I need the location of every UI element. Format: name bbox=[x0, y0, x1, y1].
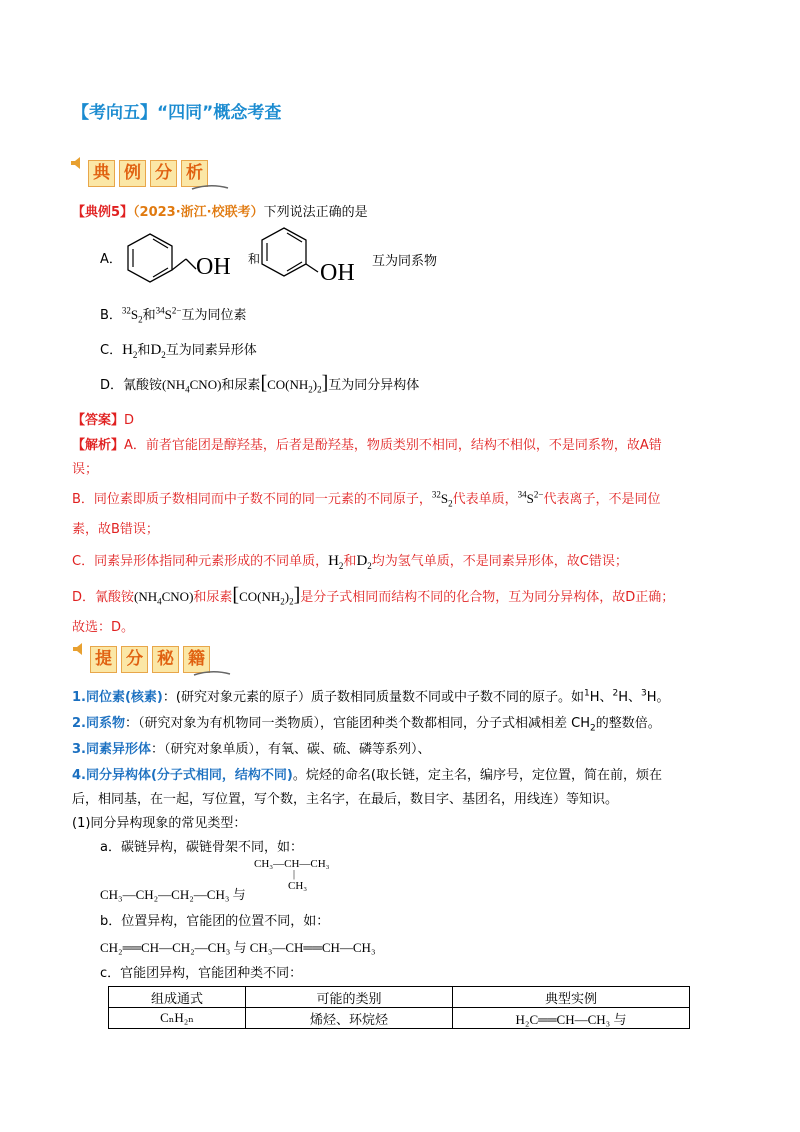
table-header-cell: 组成通式 bbox=[109, 987, 246, 1008]
functional-group-isomer-line: c．官能团异构，官能团种类不同： bbox=[100, 966, 303, 981]
table-cell: H₂C══CH—CH₃ 与 bbox=[453, 1008, 690, 1029]
hydroxyl-label: OH bbox=[320, 260, 355, 286]
badge-swoosh bbox=[192, 669, 232, 677]
analysis-c: C．同素异形体指同种元素形成的不同单质，$H_2$和$D_2$均为氢气单质，不是同素异形体，故C错误； bbox=[72, 553, 628, 571]
branched-structure-bottom: CH₃ bbox=[288, 880, 308, 892]
table-row bbox=[109, 1008, 690, 1029]
badge-char: 典 bbox=[88, 160, 115, 187]
option-d: D．氰酸铵$(NH_4CNO)$和尿素$[CO(NH_2)_2]$互为同分异构体 bbox=[100, 372, 420, 395]
tip-homolog: 2.同系物：（研究对象为有机物同一类物质），官能团种类个数都相同，分子式相减相差 $CH_2$的整数倍。 bbox=[72, 716, 661, 734]
example-question: 下列说法正确的是 bbox=[263, 205, 368, 220]
answer: 【答案】D bbox=[72, 413, 135, 428]
analysis-b-line2: 素，故B错误； bbox=[72, 522, 159, 537]
table-header-row bbox=[109, 987, 690, 1008]
tip-isomer-line2: 后，相同基，在一起，写位置，写个数，主名字，在最后，数目字、基团名，用线连）等知识。 bbox=[72, 792, 619, 807]
badge-char: 析 bbox=[181, 160, 208, 187]
butene-formulas: CH₂══CH—CH₂—CH₃ 与 CH₃—CH══CH—CH₃ bbox=[100, 940, 376, 955]
tip-allotrope: 3.同素异形体：（研究对象单质），有氧、碳、硫、磷等系列）、 bbox=[72, 742, 431, 757]
badge-char: 例 bbox=[119, 160, 146, 187]
branched-structure-top: CH₃—CH—CH₃ bbox=[254, 858, 330, 870]
badge-char: 提 bbox=[90, 646, 117, 673]
analysis-b-line1: B．同位素即质子数相同而中子数不同的同一元素的不同原子，$^{32}S_2$代表单质，$^{34}S^{2-}$代表离子，不是同位 bbox=[72, 489, 661, 509]
badge-swoosh bbox=[190, 183, 230, 191]
tip-isomer: 4.同分异构体(分子式相同，结构不同)。烷烃的命名(取长链，定主名，编序号，定位置，简在前，烦在 bbox=[72, 768, 662, 783]
example-source: （2023·浙江·校联考） bbox=[133, 205, 264, 220]
option-a-and: 和 bbox=[248, 252, 261, 266]
table-cell: 烯烃、环烷烃 bbox=[246, 1008, 453, 1029]
analysis-a-line2: 误； bbox=[72, 462, 99, 477]
badge-char: 籍 bbox=[183, 646, 210, 673]
badge-char: 分 bbox=[121, 646, 148, 673]
table-header-cell: 可能的类别 bbox=[246, 987, 453, 1008]
branched-structure-bar: | bbox=[293, 869, 296, 880]
table-cell: CₙH₂ₙ bbox=[109, 1008, 246, 1029]
carbon-chain-isomer-line: a．碳链异构，碳链骨架不同，如： bbox=[100, 840, 303, 855]
badge-char: 秘 bbox=[152, 646, 179, 673]
tip-isotope: 1.同位素(核素)：(研究对象元素的原子）质子数相同质量数不同或中子数不同的原子。如$^1$H、$^2$H、$^3$H。 bbox=[72, 688, 670, 705]
analysis-a-line1: 【解析】A．前者官能团是醇羟基，后者是酚羟基，物质类别不相同，结构不相似，不是同系物，故A错 bbox=[72, 438, 662, 453]
butane-formula: CH₃—CH₂—CH₂—CH₃ 与 bbox=[100, 887, 246, 902]
analysis-conclusion: 故选：D。 bbox=[72, 620, 135, 635]
position-isomer-line: b．位置异构，官能团的位置不同，如： bbox=[100, 914, 330, 929]
analysis-d: D．氰酸铵$(NH_4CNO)$和尿素$[CO(NH_2)_2]$是分子式相同而结构不同的化合物，互为同分异构体，故D正确； bbox=[72, 584, 675, 607]
isomer-types-heading: (1)同分异构现象的常见类型： bbox=[72, 816, 247, 831]
option-a-label: A． bbox=[100, 252, 122, 267]
example-header bbox=[72, 201, 368, 220]
speaker-icon bbox=[70, 156, 84, 170]
section-title: 【考向五】“四同”概念考查 bbox=[72, 103, 282, 123]
option-c: C．$H_2$和$D_2$互为同素异形体 bbox=[100, 342, 257, 360]
speaker-icon bbox=[72, 642, 86, 656]
option-b: B．$^{32}S_2$和$^{34}S^{2-}$互为同位素 bbox=[100, 305, 247, 325]
isomer-table bbox=[108, 986, 690, 1029]
hydroxyl-label: OH bbox=[196, 254, 231, 280]
option-a-tail: 互为同系物 bbox=[372, 254, 438, 269]
example-tag: 【典例5】 bbox=[72, 205, 134, 220]
badge-char: 分 bbox=[150, 160, 177, 187]
table-header-cell: 典型实例 bbox=[453, 987, 690, 1008]
